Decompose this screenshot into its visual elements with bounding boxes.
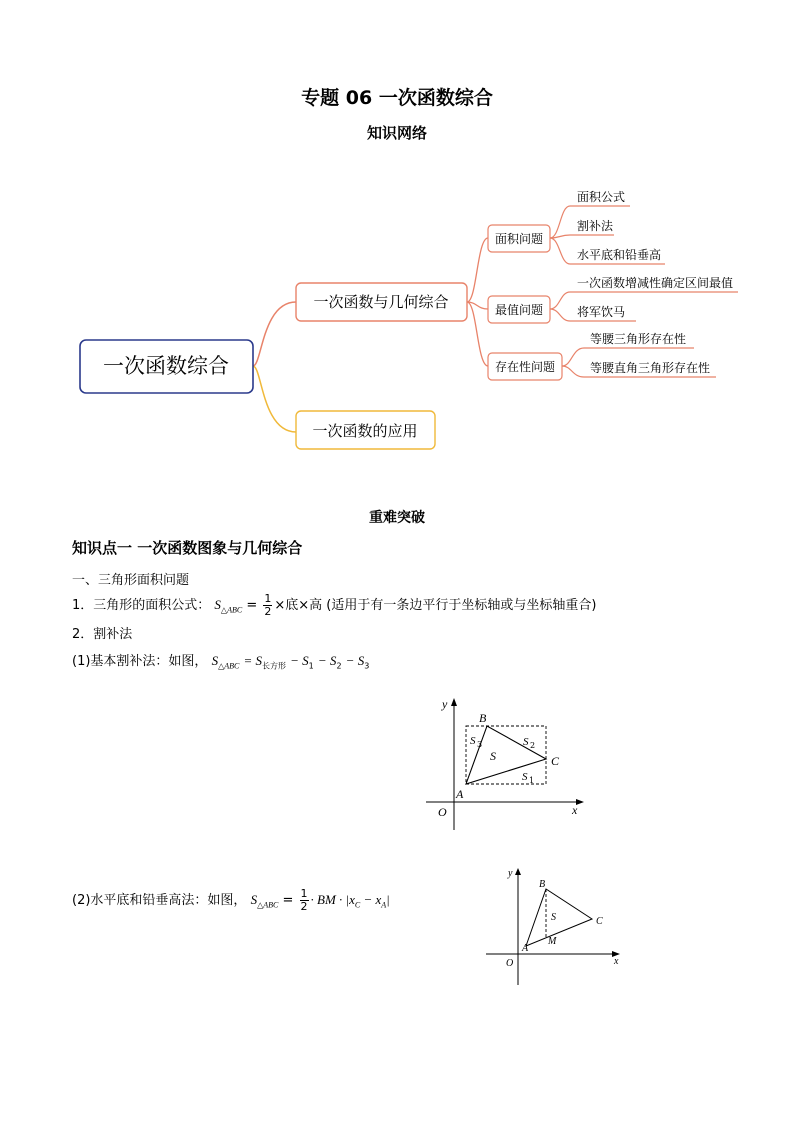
svg-text:S: S [551,912,556,923]
svg-text:S: S [470,735,476,747]
knowledge-point-title: 知识点一 一次函数图象与几何综合 [72,539,303,557]
svg-text:B: B [539,879,546,890]
svg-text:x: x [614,956,619,967]
item-triangle-area: 一、三角形面积问题 [72,573,190,588]
mindmap-sub-area: 面积问题 [494,232,544,246]
fraction-half: $\frac{1}{2}$ [300,887,308,913]
page-title: 专题 06 一次函数综合 [301,87,493,109]
section-heading: 重难突破 [369,510,425,526]
connector-branch1 [253,302,296,366]
svg-text:A: A [522,943,529,954]
mindmap-leaf: 将军饮马 [577,305,626,319]
knowledge-network-heading: 知识网络 [366,124,427,142]
mindmap-sub-extreme: 最值问题 [494,303,544,317]
mindmap-leaf: 等腰直角三角形存在性 [590,361,711,375]
mindmap-branch2: 一次函数的应用 [312,422,418,440]
item-horizontal-vertical: (2)水平底和铅垂高法：如图， $S_{\triangle ABC}$ = $\frac{1}{2}$ · BM · $|x_C - x_A|$ [72,887,390,913]
svg-text:C: C [596,916,603,927]
mindmap-sub-existence: 存在性问题 [494,360,556,374]
fraction-half: $\frac{1}{2}$ [264,592,272,618]
item-basic-cut-fill: (1)基本割补法：如图， $S_{\triangle ABC} = S_{长方形} - S_1 - S_2 - S_3$ [72,653,370,671]
figure-horizontal-vertical [480,862,630,987]
svg-text:S: S [523,736,529,748]
svg-text:S: S [490,749,496,763]
svg-text:x: x [572,803,578,817]
svg-text:B: B [479,711,487,725]
svg-text:y: y [508,868,513,879]
item-area-formula: 1．三角形的面积公式： $S_{\triangle ABC}$ = $\frac{1}{2}$ ×底×高 (适用于有一条边平行于坐标轴或与坐标轴重合) [72,592,597,618]
svg-text:O: O [438,805,447,819]
svg-text:A: A [456,787,464,801]
svg-text:M: M [548,936,557,947]
mindmap-branch1: 一次函数与几何综合 [313,293,449,311]
mindmap [0,170,794,460]
item-cut-fill: 2．割补法 [72,627,133,642]
mindmap-leaf: 割补法 [577,219,614,233]
mindmap-root: 一次函数综合 [103,354,229,378]
svg-text:S: S [522,771,528,783]
mindmap-leaf: 等腰三角形存在性 [590,332,687,346]
svg-text:y: y [442,697,448,711]
svg-text:3: 3 [477,740,483,749]
svg-text:2: 2 [530,741,536,750]
svg-text:C: C [551,754,560,768]
mindmap-leaf: 一次函数增减性确定区间最值 [577,276,734,290]
connector-branch2 [253,366,296,432]
figure-cut-fill [420,692,590,832]
mindmap-leaf: 水平底和铅垂高 [577,248,662,262]
svg-text:1: 1 [529,776,535,785]
mindmap-leaf: 面积公式 [577,190,626,204]
svg-text:O: O [506,958,514,969]
